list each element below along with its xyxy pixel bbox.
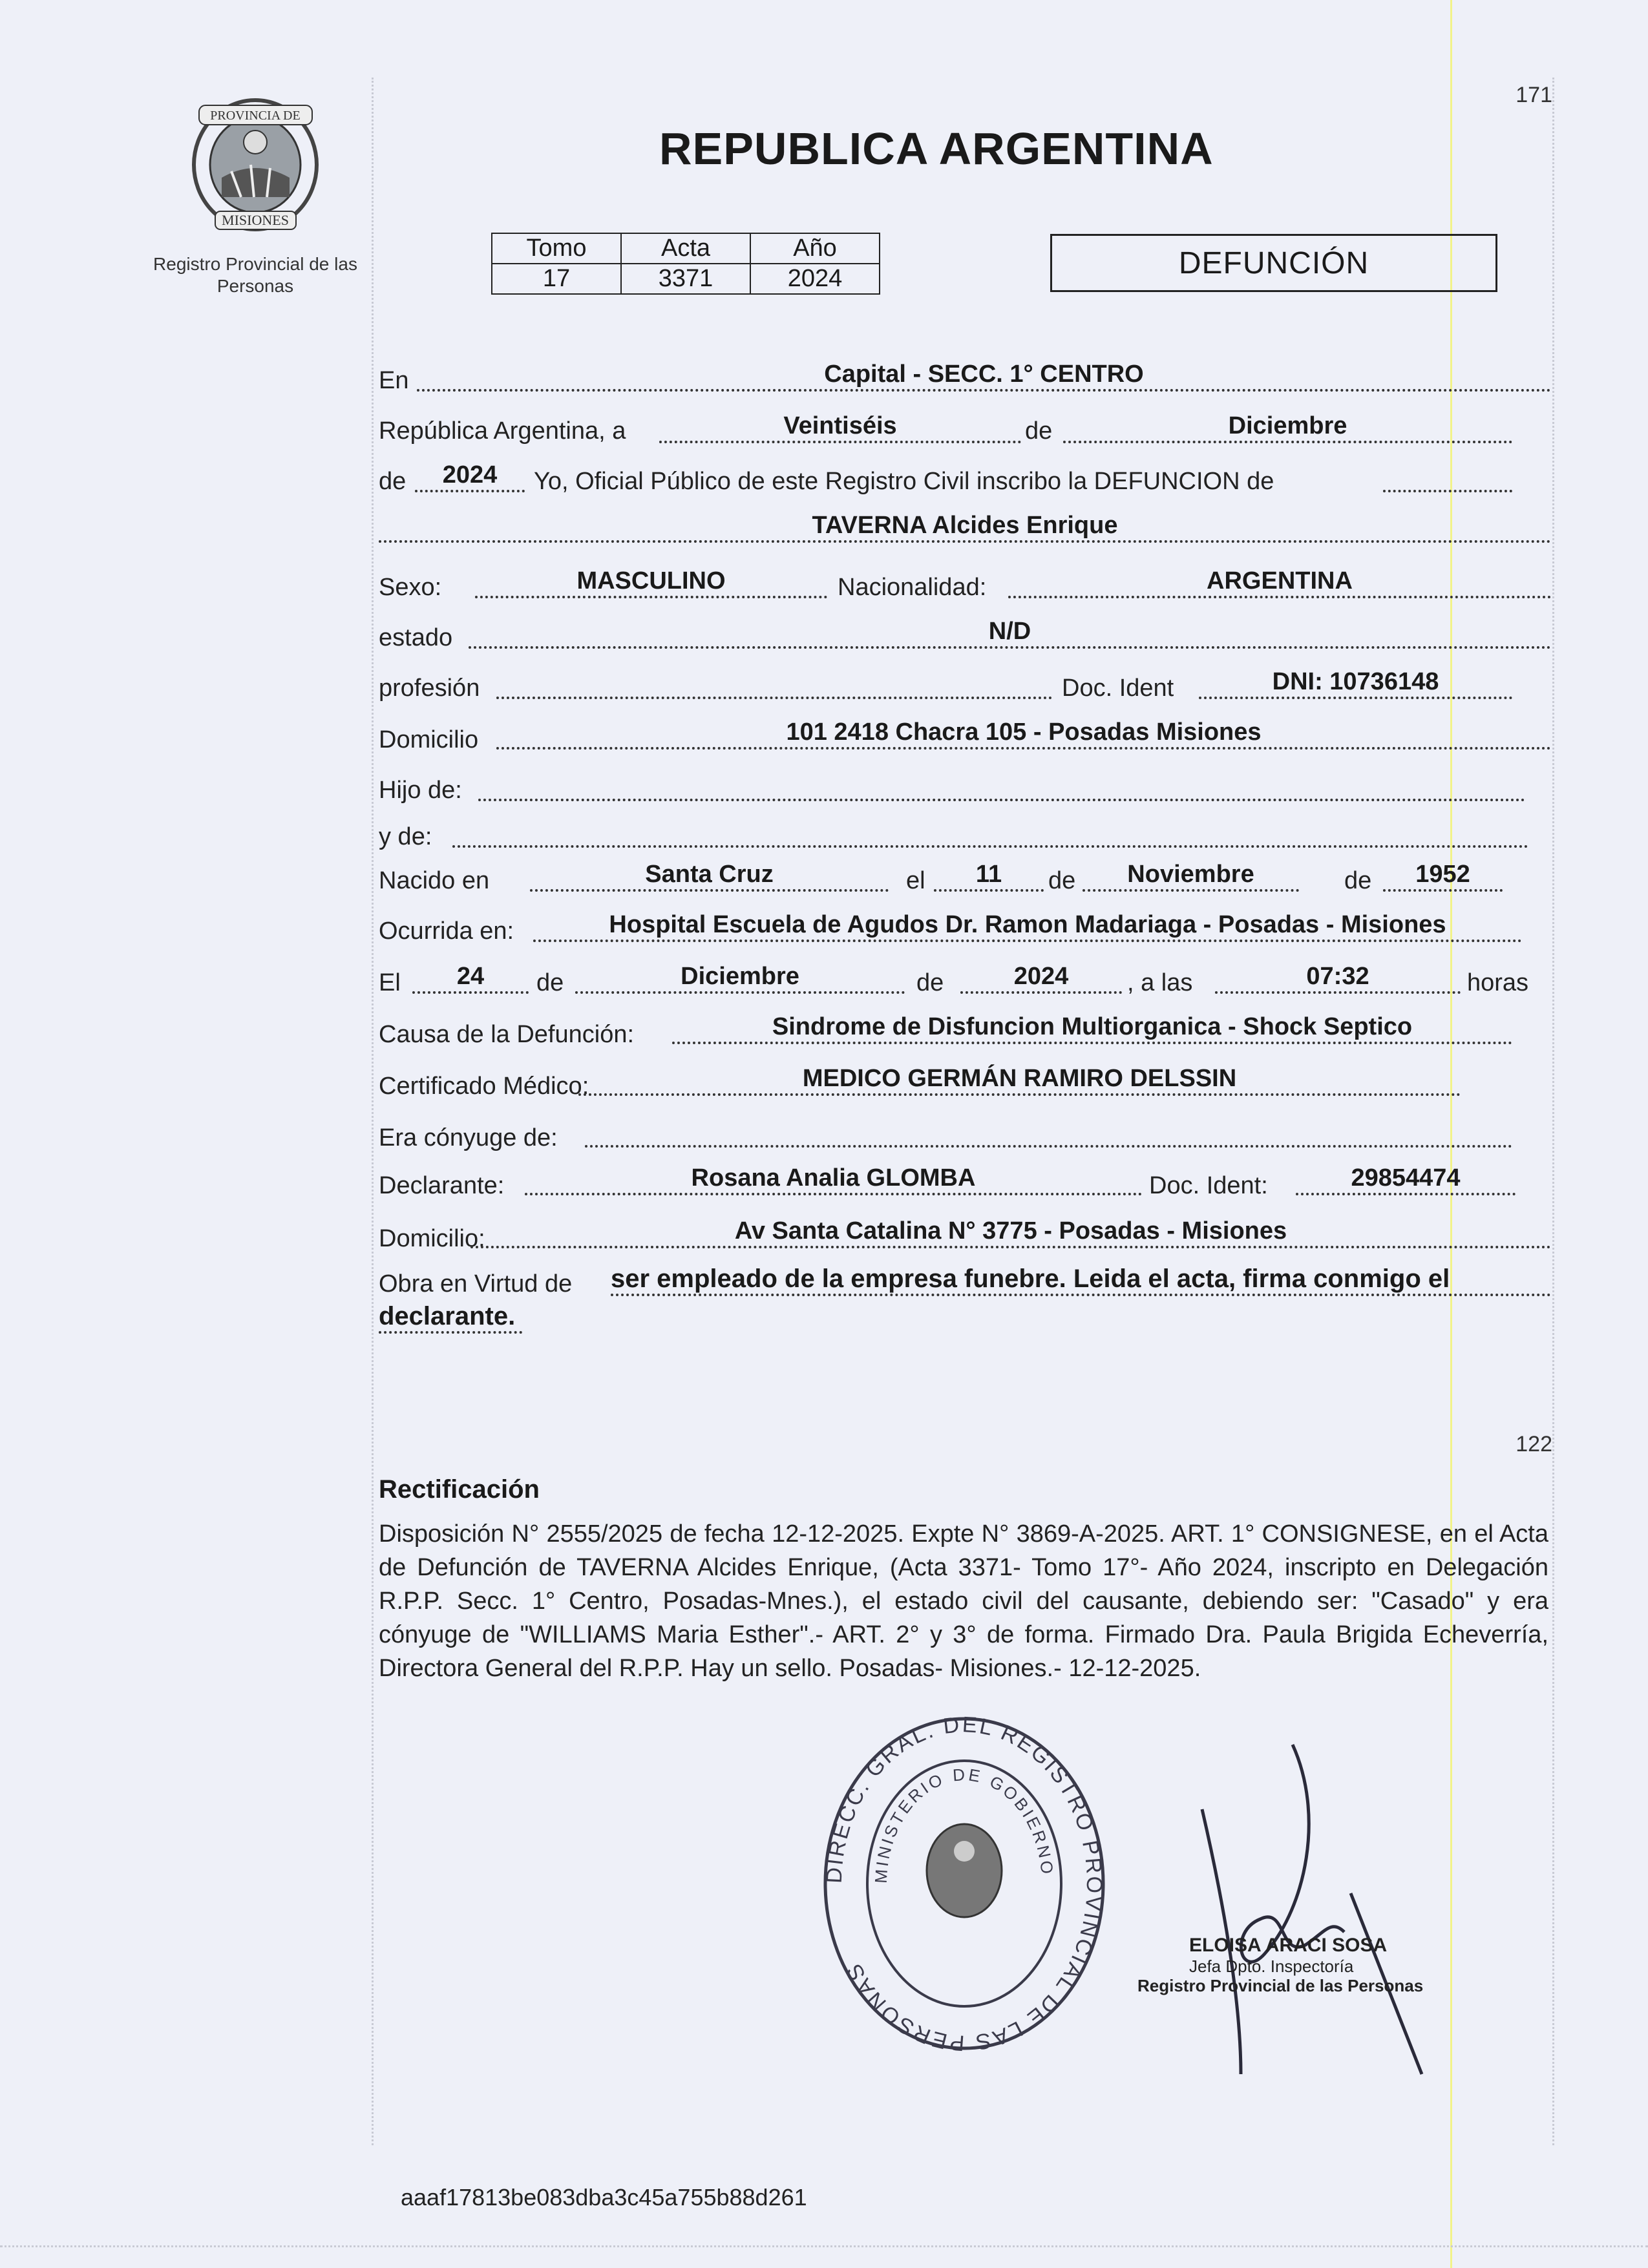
birth-year-field: 1952 [1383,859,1503,892]
place-field: Capital - SECC. 1° CENTRO [417,359,1551,392]
death-time-field: 07:32 [1215,961,1461,994]
doc-ident-field: DNI: 10736148 [1199,667,1512,699]
svg-text:MISIONES: MISIONES [222,212,289,228]
ocurrida-label: Ocurrida en: [379,918,514,945]
yde-label: y de: [379,823,432,850]
declarante-label: Declarante: [379,1172,505,1199]
rectification-text: Disposición N° 2555/2025 de fecha 12-12-2025. Expte N° 3869-A-2025. ART. 1° CONSIGNESE, en el Acta de Defunción de TAVERNA Alcides Enrique, (Acta 3371- Tomo 17°- Año 2024, inscripto en Delegación R.P.P. Secc. 1° Centro, Posadas-Mnes.), el estado civil del causante, debiendo ser: "Casado" y era cónyuge de "WILLIAMS Maria Esther".- ART. 2° y 3° de forma. Firmado Dra. Paula Brigida Echeverría, Directora General del R.P.P. Hay un sello. Posadas- Misiones.- 12-12-2025. [379,1520,1548,1682]
estado-field: N/D [469,616,1551,649]
profesion-field [496,667,1052,699]
obra-field-line1: ser empleado de la empresa funebre. Leida el acta, firma conmigo el [611,1264,1551,1296]
decl-doc-ident-field: 29854474 [1296,1163,1516,1195]
svg-text:DIRECC. GRAL. DEL REGISTRO PRO: DIRECC. GRAL. DEL REGISTRO PROVINCIAL DE LAS PERSONAS [821,1712,1107,2055]
conyuge-field [585,1115,1512,1148]
document-type: DEFUNCIÓN [1050,234,1497,292]
svg-text:MINISTERIO DE GOBIERNO: MINISTERIO DE GOBIERNO [871,1764,1057,1884]
de-label-1: de [1025,417,1053,445]
horas-label: horas [1467,969,1529,996]
nacionalidad-label: Nacionalidad: [838,574,987,601]
official-stamp-icon [816,1712,1113,2055]
hijo-field [478,769,1525,801]
svg-text:ELOISA ARACI SOSA: ELOISA ARACI SOSA [1189,1935,1388,1956]
left-margin-line [372,78,374,2145]
document-hash: aaaf17813be083dba3c45a755b88d261 [401,2184,807,2210]
provincial-seal-icon [186,94,325,233]
de-label-4: de [1344,867,1372,894]
registry-label: Registro Provincial de las Personas [153,254,357,296]
el-label-1: el [906,867,925,894]
doc-ident-label: Doc. Ident [1062,675,1174,702]
obra-label: Obra en Virtud de [379,1270,573,1297]
domicilio-field: 101 2418 Chacra 105 - Posadas Misiones [496,717,1551,750]
decl-domicilio-label: Domicilio: [379,1225,485,1252]
causa-label: Causa de la Defunción: [379,1021,635,1048]
profesion-label: profesión [379,675,480,702]
republica-label: República Argentina, a [379,417,626,445]
acta-header: Acta [621,233,750,264]
certificado-field: MEDICO GERMÁN RAMIRO DELSSIN [578,1064,1461,1096]
bottom-edge-line [0,2245,1648,2247]
nacido-field: Santa Cruz [530,859,889,892]
decl-domicilio-field: Av Santa Catalina N° 3775 - Posadas - Misiones [470,1216,1551,1248]
declarante-field: Rosana Analia GLOMBA [525,1163,1142,1195]
day-field: Veintiséis [659,411,1021,443]
de-label-5: de [536,969,564,996]
inscribo-blank [1383,460,1512,492]
svg-text:Jefa Dpto. Inspectoría: Jefa Dpto. Inspectoría [1189,1957,1354,1976]
tomo-header: Tomo [492,233,621,264]
anio-value: 2024 [750,264,880,294]
de-label-2: de [379,468,407,495]
de-label-3: de [1048,867,1076,894]
ocurrida-field: Hospital Escuela de Agudos Dr. Ramon Madariaga - Posadas - Misiones [533,910,1522,942]
yde-field [452,815,1528,848]
deceased-name-field: TAVERNA Alcides Enrique [379,510,1551,543]
signature-icon [1112,1738,1499,2087]
death-day-field: 24 [412,961,529,994]
de-label-6: de [916,969,944,996]
causa-field: Sindrome de Disfuncion Multiorganica - Shock Septico [672,1012,1512,1044]
el-label-2: El [379,969,401,996]
svg-text:Registro Provincial de las Per: Registro Provincial de las Personas [1137,1976,1424,1995]
month-field: Diciembre [1063,411,1512,443]
conyuge-label: Era cónyuge de: [379,1124,558,1151]
death-year-field: 2024 [960,961,1122,994]
page-number: 171 [1516,83,1552,107]
nacionalidad-field: ARGENTINA [1008,566,1551,598]
svg-text:PROVINCIA DE: PROVINCIA DE [210,109,301,123]
hijo-label: Hijo de: [379,777,462,804]
anio-header: Año [750,233,880,264]
domicilio-label: Domicilio [379,726,479,753]
volume-table [491,233,880,295]
estado-label: estado [379,624,453,651]
right-margin-line [1552,78,1554,2145]
decl-doc-ident-label: Doc. Ident: [1149,1172,1268,1199]
page-title: REPUBLICA ARGENTINA [659,123,1214,174]
year-field: 2024 [415,460,525,492]
nacido-label: Nacido en [379,867,490,894]
rectification-title: Rectificación [379,1475,540,1504]
birth-day-field: 11 [934,859,1044,892]
certificado-label: Certificado Médico: [379,1073,589,1100]
inscribo-text: Yo, Oficial Público de este Registro Civil inscribo la DEFUNCION de [534,468,1274,495]
obra-field-line2: declarante. [379,1301,522,1334]
sexo-label: Sexo: [379,574,442,601]
birth-month-field: Noviembre [1083,859,1299,892]
sexo-field: MASCULINO [475,566,827,598]
rectification-page-number: 122 [1516,1432,1552,1456]
acta-value: 3371 [621,264,750,294]
alas-label: , a las [1127,969,1193,996]
tomo-value: 17 [492,264,621,294]
death-month-field: Diciembre [575,961,905,994]
en-label: En [379,367,409,394]
